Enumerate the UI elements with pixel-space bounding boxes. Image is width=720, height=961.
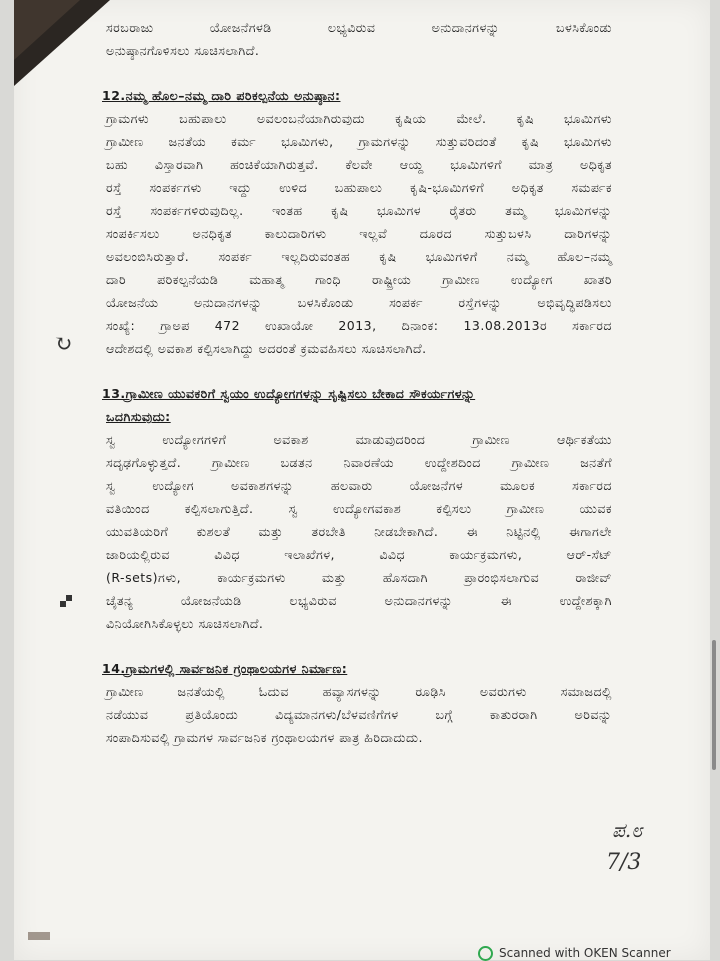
text-line: ಬಹು ವಿಸ್ತಾರವಾಗಿ ಹಂಚಿಕೆಯಾಗಿರುತ್ತವೆ. ಕೆಲವೇ ಆಯ್ದ ಭೂಮಿಗಳಿಗೆ ಮಾತ್ರ ಅಧಿಕೃತ: [106, 157, 612, 172]
text-line: ಗ್ರಾಮಗಳು ಬಹುಪಾಲು ಅವಲಂಬನೆಯಾಗಿರುವುದು ಕೃಷಿಯ ಮೇಲೆ. ಕೃಷಿ ಭೂಮಿಗಳು: [106, 111, 612, 126]
scrollbar[interactable]: [712, 640, 716, 770]
text-line: ರಸ್ತೆ ಸಂಪರ್ಕಗಳಿರುವುದಿಲ್ಲ. ಇಂತಹ ಕೃಷಿ ಭೂಮಿಗಳ ರೈತರು ತಮ್ಮ ಭೂಮಿಗಳನ್ನು: [106, 203, 612, 218]
text-line: ಸಂಖ್ಯೆ: ಗ್ರಾಅಪ 472 ಉಖಾಯೋ 2013, ದಿನಾಂಕ: 13.08.2013ರ ಸರ್ಕಾರದ: [106, 318, 612, 333]
text-line: ಸರಬರಾಜು ಯೋಜನೆಗಳಡಿ ಲಭ್ಯವಿರುವ ಅನುದಾನಗಳನ್ನು ಬಳಸಿಕೊಂಡು: [106, 20, 612, 35]
document-body: [102, 16, 612, 749]
scanner-watermark: [478, 946, 671, 961]
section-12: [102, 84, 612, 360]
text-line: ರಸ್ತೆ ಸಂಪರ್ಕಗಳು ಇದ್ದು ಉಳಿದ ಬಹುಪಾಲು ಕೃಷಿ-ಭೂಮಿಗಳಿಗೆ ಅಧಿಕೃತ ಸಮರ್ಪಕ: [106, 180, 612, 195]
text-line: ಯೋಜನೆಯ ಅನುದಾನಗಳನ್ನು ಬಳಸಿಕೊಂಡು ಸಂಪರ್ಕ ರಸ್ತೆಗಳನ್ನು ಅಭಿವೃದ್ಧಿಪಡಿಸಲು: [106, 295, 612, 310]
text-line: ಚೈತನ್ಯ ಯೋಜನೆಯಡಿ ಲಭ್ಯವಿರುವ ಅನುದಾನಗಳನ್ನು ಈ ಉದ್ದೇಶಕ್ಕಾಗಿ: [106, 593, 612, 608]
text-line: ವತಿಯಿಂದ ಕಲ್ಪಿಸಲಾಗುತ್ತಿದೆ. ಸ್ವ ಉದ್ಯೋಗವಕಾಶ ಕಲ್ಪಿಸಲು ಗ್ರಾಮೀಣ ಯುವಕ: [106, 501, 612, 516]
section-heading: 14.ಗ್ರಾಮಗಳಲ್ಲಿ ಸಾರ್ವಜನಿಕ ಗ್ರಂಥಾಲಯಗಳ ನಿರ್ಮಾಣ:: [102, 661, 348, 676]
text-line: ಅವಲಂಬಿಸಿರುತ್ತಾರೆ. ಸಂಪರ್ಕ ಇಲ್ಲದಿರುವಂತಹ ಕೃಷಿ ಭೂಮಿಗಳಿಗೆ ನಮ್ಮ ಹೊಲ–ನಮ್ಮ: [106, 249, 612, 264]
text-line: ಗ್ರಾಮೀಣ ಜನತೆಯ ಕರ್ಮ ಭೂಮಿಗಳು, ಗ್ರಾಮಗಳನ್ನು ಸುತ್ತುವರಿದಂತೆ ಕೃಷಿ ಭೂಮಿಗಳು: [106, 134, 612, 149]
text-line: ಜಾರಿಯಲ್ಲಿರುವ ವಿವಿಧ ಇಲಾಖೆಗಳ, ವಿವಿಧ ಕಾರ್ಯಕ್ರಮಗಳು, ಆರ್-ಸೆಟ್: [106, 547, 612, 562]
scanner-logo-icon: [478, 946, 493, 961]
text-line: ನಡೆಯುವ ಪ್ರತಿಯೊಂದು ವಿದ್ಯಮಾನಗಳು/ಬೆಳವಣಿಗೆಗಳ ಬಗ್ಗೆ ಕಾತುರರಾಗಿ ಅರಿವನ್ನು: [106, 707, 612, 722]
margin-mark: ↻: [54, 332, 73, 357]
section-14: [102, 657, 612, 749]
page-smudge: [28, 932, 50, 940]
section-13: [102, 382, 612, 635]
text-line: ಯುವತಿಯರಿಗೆ ಕುಶಲತೆ ಮತ್ತು ತರಬೇತಿ ನೀಡಬೇಕಾಗಿದೆ. ಈ ನಿಟ್ಟಿನಲ್ಲಿ ಈಗಾಗಲೇ: [106, 524, 612, 539]
text-line: ಸ್ವ ಉದ್ಯೋಗಗಳಿಗೆ ಅವಕಾಶ ಮಾಡುವುದರಿಂದ ಗ್ರಾಮೀಣ ಆರ್ಥಿಕತೆಯು: [106, 432, 612, 447]
intro-paragraph: [106, 16, 612, 62]
text-line: ದಾರಿ ಪರಿಕಲ್ಪನೆಯಡಿ ಮಹಾತ್ಮ ಗಾಂಧಿ ರಾಷ್ಟ್ರೀಯ ಗ್ರಾಮೀಣ ಉದ್ಯೋಗ ಖಾತರಿ: [106, 272, 612, 287]
text-line: (R-sets)ಗಳು, ಕಾರ್ಯಕ್ರಮಗಳು ಮತ್ತು ಹೊಸದಾಗಿ ಪ್ರಾರಂಭಿಸಲಾಗುವ ರಾಜೀವ್: [106, 570, 612, 585]
scanner-text: Scanned with OKEN Scanner: [499, 946, 671, 960]
handwritten-page-note: ಪ.೮: [612, 818, 643, 842]
text-line: ಸ್ವ ಉದ್ಯೋಗ ಅವಕಾಶಗಳನ್ನು ಹಲವಾರು ಯೋಜನೆಗಳ ಮೂಲಕ ಸರ್ಕಾರದ: [106, 478, 612, 493]
text-line: ವಿನಿಯೋಗಿಸಿಕೊಳ್ಳಲು ಸೂಚಿಸಲಾಗಿದೆ.: [106, 616, 264, 631]
margin-mark: 🙾: [60, 588, 72, 612]
text-line: ಸದೃಢಗೊಳ್ಳುತ್ತದೆ. ಗ್ರಾಮೀಣ ಬಡತನ ನಿವಾರಣೆಯ ಉದ್ದೇಶದಿಂದ ಗ್ರಾಮೀಣ ಜನತೆಗೆ: [106, 455, 612, 470]
handwritten-page-fraction: 7/3: [606, 850, 642, 875]
text-line: ಸಂಪರ್ಕಿಸಲು ಅನಧಿಕೃತ ಕಾಲುದಾರಿಗಳು ಇಲ್ಲವೆ ದೂರದ ಸುತ್ತುಬಳಸಿ ದಾರಿಗಳನ್ನು: [106, 226, 612, 241]
section-heading-continued: ಒದಗಿಸುವುದು:: [106, 409, 171, 424]
section-heading: 13.ಗ್ರಾಮೀಣ ಯುವಕರಿಗೆ ಸ್ವಯಂ ಉದ್ಯೋಗಗಳನ್ನು ಸೃಷ್ಟಿಸಲು ಬೇಕಾದ ಸೌಕರ್ಯಗಳನ್ನು: [102, 386, 476, 401]
text-line: ಆದೇಶದಲ್ಲಿ ಅವಕಾಶ ಕಲ್ಪಿಸಲಾಗಿದ್ದು ಅದರಂತೆ ಕ್ರಮವಹಿಸಲು ಸೂಚಿಸಲಾಗಿದೆ.: [106, 341, 427, 356]
text-line: ಅನುಷ್ಠಾನಗೊಳಿಸಲು ಸೂಚಿಸಲಾಗಿದೆ.: [106, 43, 260, 58]
text-line: ಸಂಪಾದಿಸುವಲ್ಲಿ ಗ್ರಾಮಗಳ ಸಾರ್ವಜನಿಕ ಗ್ರಂಥಾಲಯಗಳ ಪಾತ್ರ ಹಿರಿದಾದುದು.: [106, 730, 423, 745]
dark-corner-texture: [14, 0, 80, 60]
section-heading: 12.ನಮ್ಮ ಹೊಲ–ನಮ್ಮ ದಾರಿ ಪರಿಕಲ್ಪನೆಯ ಅನುಷ್ಠಾನ:: [102, 88, 341, 103]
text-line: ಗ್ರಾಮೀಣ ಜನತೆಯಲ್ಲಿ ಓದುವ ಹವ್ಯಾಸಗಳನ್ನು ರೂಢಿಸಿ ಅವರುಗಳು ಸಮಾಜದಲ್ಲಿ: [106, 684, 612, 699]
